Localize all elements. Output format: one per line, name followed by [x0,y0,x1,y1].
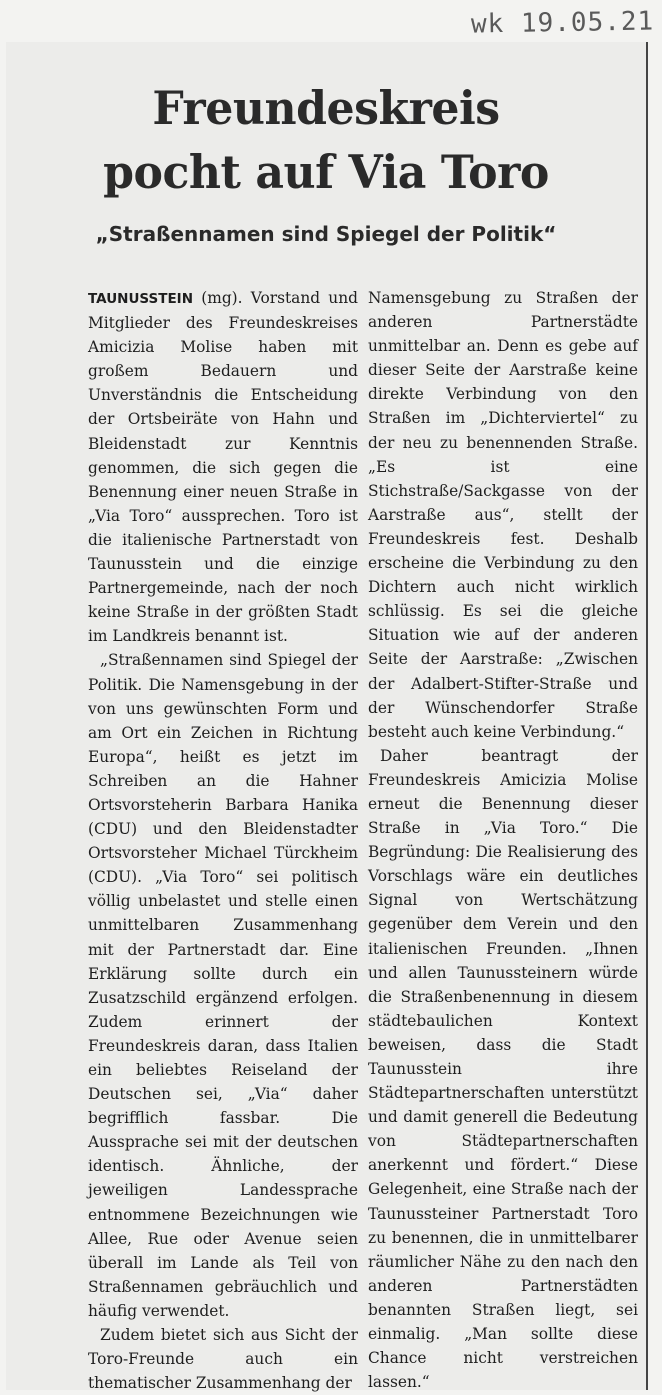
headline-line-1: Freundeskreis [152,81,500,135]
article-clipping [6,42,648,1393]
headline [19,76,633,204]
article-paragraph: „Straßennamen sind Spiegel der Politik. Die Namensgebung in der von uns gewünschten Form und am Ort ein Zeichen in Richtung Europa“, heißt es jetzt im Schreiben an die Hahner Ortsvorsteherin Barbara Hanika (CDU) und den Bleidenstadter Ortsvorsteher Michael Türckheim (CDU). „Via Toro“ sei politisch völlig unbelastet und stelle einen unmittelbaren Zusammenhang mit der Partnerstadt dar. Eine Erklärung sollte durch ein Zusatzschild ergänzend erfolgen. Zudem erinnert der Freundeskreis daran, dass Italien ein beliebtes Reiseland der Deutschen sei, „Via“ daher begrifflich fassbar. Die Aussprache sei mit der deutschen identisch. Ähnliche, der jeweiligen Landessprache entnommene Bezeichnungen wie Allee, Rue oder Avenue seien überall im Lande als Teil von Straßennamen gebräuchlich und häufig verwendet. [88,651,358,1320]
article-paragraph: Zudem bietet sich aus Sicht der Toro-Freunde auch ein thematischer Zusammenhang der [88,1326,358,1393]
article-paragraph: Daher beantragt der Freundeskreis Amicizia Molise erneut die Benennung dieser Straße in „Via Toro.“ Die Begründung: Die Realisierung des Vorschlags wäre ein deutliches Signal von Wertschätzung gegenüber dem Verein und den italienischen Freunden. „Ihnen und allen Taunussteinern würde die Straßenbenennung in diesem städtebaulichen Kontext beweisen, dass die Stadt Taunusstein ihre Städtepartnerschaften unterstützt und damit generell die Bedeutung von Städtepartnerschaften anerkennt und fördert.“ Diese Gelegenheit, eine Straße nach der Taunussteiner Partnerstadt Toro zu benennen, die in unmittelbarer räumlicher Nähe zu den nach den anderen Partnerstädten benannten Straßen liegt, sei einmalig. „Man sollte diese Chance nicht verstreichen lassen.“ [368,746,638,1392]
article-paragraph: Namensgebung zu Straßen der anderen Partnerstädte unmittelbar an. Denn es gebe auf dieser Seite der Aarstraße keine direkte Verbindung von den Straßen im „Dichterviertel“ zu der neu zu benennenden Straße. „Es ist eine Stichstraße/Sackgasse von der Aarstraße aus“, stellt der Freundeskreis fest. Deshalb erscheine die Verbindung zu den Dichtern auch nicht wirklich schlüssig. Es sei die gleiche Situation wie auf der anderen Seite der Aarstraße: „Zwischen der Adalbert-Stifter-Straße und der Wünschendorfer Straße besteht auch keine Verbindung.“ [368,289,638,741]
paragraph-text: (mg). Vorstand und Mitglieder des Freundeskreises Amicizia Molise haben mit großem Bedauern und Unverständnis die Entscheidung der Ortsbeiräte von Hahn und Bleidenstadt zur Kenntnis genommen, die sich gegen die Benennung einer neuen Straße in „Via Toro“ aussprechen. Toro ist die italienische Partnerstadt von Taunusstein und die einzige Partnergemeinde, nach der noch keine Straße in der größten Stadt im Landkreis benannt ist. [88,289,358,646]
handwritten-date-stamp: wk 19.05.21 [470,6,655,40]
article-paragraph [88,286,358,648]
dateline: TAUNUSSTEIN [88,291,194,307]
article-column-left [88,286,358,1395]
headline-line-2: pocht auf Via Toro [103,145,549,199]
article-column-right [368,286,638,1394]
subheadline: „Straßennamen sind Spiegel der Politik“ [95,222,557,246]
